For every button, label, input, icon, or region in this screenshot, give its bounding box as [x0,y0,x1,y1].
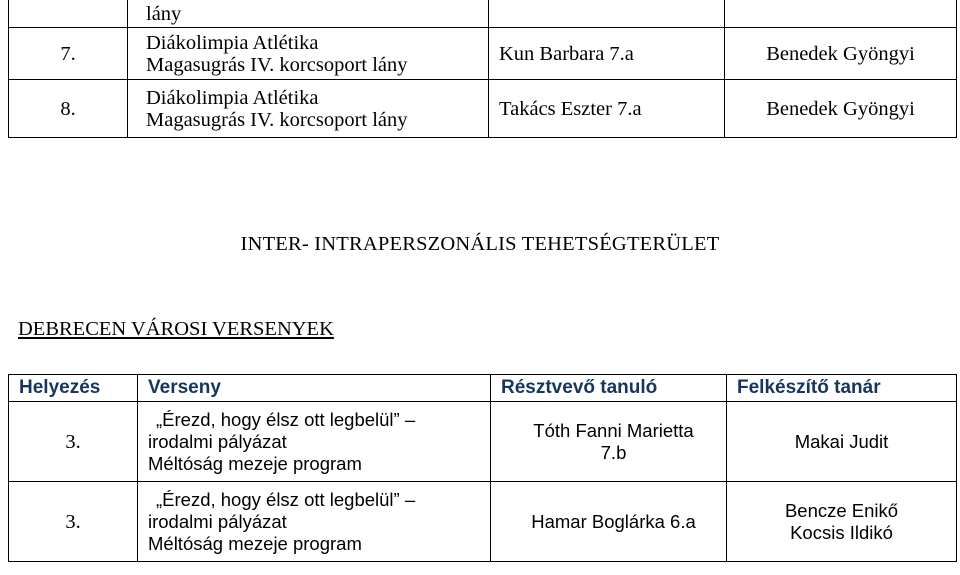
event-line: Méltóság mezeje program [148,532,362,554]
event-cell [128,0,489,28]
event-line: Magasugrás IV. korcsoport lány [146,53,408,76]
header-teacher: Felkészítő tanár [727,375,957,402]
table-row [9,80,957,138]
table-row [9,28,957,80]
teacher-cell: Benedek Gyöngyi [725,80,957,138]
student-cell [491,482,727,562]
table-row [9,0,957,28]
event-line: Diákolimpia Atlétika [146,86,319,109]
header-event: Verseny [138,375,491,402]
student-cell: Kun Barbara 7.a [489,28,725,80]
results-table-top [8,0,957,138]
section-title: INTER- INTRAPERSZONÁLIS TEHETSÉGTERÜLET [240,233,720,255]
place-cell: 3. [9,482,138,562]
event-cell [128,80,489,138]
teacher-line: Kocsis Ildikó [790,521,893,543]
table-row [9,482,957,562]
header-student: Résztvevő tanuló [491,375,727,402]
teacher-cell [727,402,957,482]
table-row [9,402,957,482]
student-cell [491,402,727,482]
teacher-line: Makai Judit [794,430,889,452]
place-cell: 3. [9,402,138,482]
teacher-cell: Benedek Gyöngyi [725,28,957,80]
event-line: Diákolimpia Atlétika [146,31,319,54]
student-line: 7.b [600,441,627,463]
header-place: Helyezés [9,375,138,402]
event-cell [138,482,491,562]
event-line: irodalmi pályázat [148,430,287,452]
subsection-title: DEBRECEN VÁROSI VERSENYEK [18,318,334,340]
teacher-cell [725,0,957,28]
event-text: lány [146,2,182,25]
student-cell: Takács Eszter 7.a [489,80,725,138]
table-header-row [9,375,957,402]
event-cell [138,402,491,482]
place-cell [9,0,128,28]
teacher-line: Bencze Enikő [784,499,899,521]
event-cell [128,28,489,80]
event-line: „Érezd, hogy élsz ott legbelül” – [156,488,416,510]
place-cell: 7. [9,28,128,80]
student-line: Tóth Fanni Marietta [533,419,694,441]
student-line: Hamar Boglárka 6.a [531,510,696,532]
results-table-bottom [8,374,957,562]
place-cell: 8. [9,80,128,138]
event-line: „Érezd, hogy élsz ott legbelül” – [156,408,416,430]
event-line: irodalmi pályázat [148,510,287,532]
student-cell [489,0,725,28]
teacher-cell [727,482,957,562]
event-line: Magasugrás IV. korcsoport lány [146,108,408,131]
event-line: Méltóság mezeje program [148,452,362,474]
